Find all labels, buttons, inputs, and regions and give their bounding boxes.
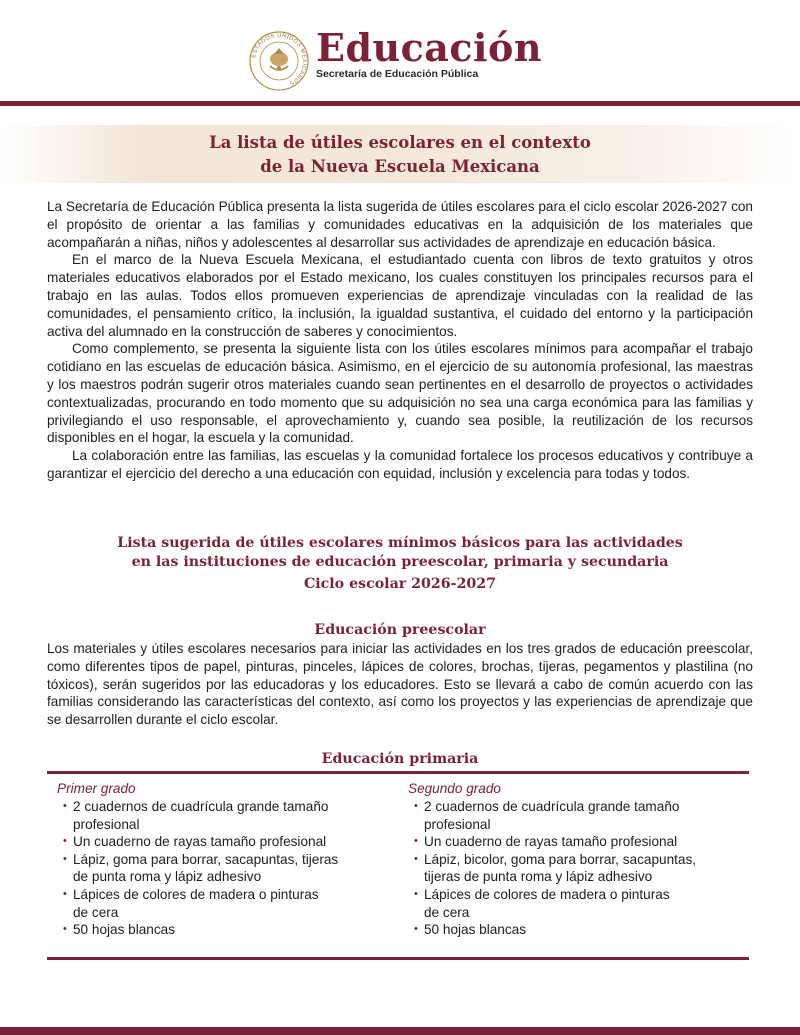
header-divider (0, 101, 800, 106)
list-item: • 50 hojas blancas (414, 922, 527, 938)
intro-paragraph: La Secretaría de Educación Pública presenta la lista sugerida de útiles escolares para el ciclo escolar 2026-2027 con el propósito de orientar a las familias y comunidades educativas en la adquisición de los materiales que acompañarán a niñas, niños y adolescentes al desarrollar sus actividades de aprendizaje en educación básica. (47, 199, 753, 250)
seal-ring-text: ESTADOS UNIDOS MEXICANOS (251, 32, 308, 87)
bullet-icon: • (414, 887, 418, 900)
list-item: • Lápices de colores de madera o pinturas de cera (63, 886, 319, 920)
mexican-coat-of-arms-seal-icon (248, 30, 310, 92)
bullet-icon: • (63, 800, 67, 812)
page-title-line-2: de la Nueva Escuela Mexicana (260, 157, 540, 176)
list-item: • Lápiz, goma para borrar, sacapuntas, tijeras de punta roma y lápiz adhesivo (63, 851, 339, 885)
bullet-icon: • (414, 835, 418, 848)
intro-paragraph: Como complemento, se presenta la siguiente lista con los útiles escolares mínimos para acompañar el trabajo cotidiano en las escuelas de educación básica. Asimismo, en el ejercicio de su autonomía profesional, las maestras y los maestros podrán sugerir otros materiales cuando sean pertinentes en el desarrollo de proyectos o actividades contextualizadas, procurando en todo momento que su adquisición no sea una carga económica para las familias y privilegiando el uso responsable, el aprovechamiento y, cuando sea posible, la reutilización de los recursos disponibles en el hogar, la escuela y la comunidad. (47, 341, 753, 446)
list-heading-line-1: Lista sugerida de útiles escolares mínimos básicos para las actividades (117, 535, 683, 551)
grade-title: Primer grado (57, 781, 136, 796)
bullet-icon: • (414, 800, 418, 812)
brand-subtitle: Secretaría de Educación Pública (316, 68, 479, 80)
bullet-icon: • (63, 852, 67, 865)
grade-column-second (398, 780, 728, 939)
list-heading-cycle: Ciclo escolar 2026-2027 (303, 576, 497, 592)
list-item: • Lápiz, bicolor, goma para borrar, sacapuntas, tijeras de punta roma y lápiz adhesivo (414, 851, 697, 885)
preescolar-paragraph: Los materiales y útiles escolares necesarios para iniciar las actividades en los tres grados de educación preescolar, como diferentes tipos de papel, pinturas, pinceles, lápices de colores, brochas, tijeras, pegamentos y plastilina (no tóxicos), serán sugeridos por las educadoras y los educadores. Esto se llevará a cabo de común acuerdo con las familias considerando las características del contexto, así como los proyectos y las experiencias de aprendizaje que se desarrollen durante el ciclo escolar. (47, 641, 753, 728)
list-item: • Un cuaderno de rayas tamaño profesional (414, 834, 678, 850)
bullet-icon: • (414, 852, 418, 865)
page-header (0, 0, 800, 100)
bullet-icon: • (414, 923, 418, 936)
primaria-top-rule (47, 771, 749, 774)
supply-list (47, 798, 377, 939)
intro-text (47, 198, 753, 483)
list-item: • 2 cuadernos de cuadrícula grande tamaño profesional (63, 799, 329, 832)
primaria-bottom-rule (47, 957, 749, 960)
list-item: • 50 hojas blancas (63, 922, 176, 938)
intro-paragraph: En el marco de la Nueva Escuela Mexicana, el estudiantado cuenta con libros de texto gratuitos y otros materiales educativos elaborados por el Estado mexicano, los cuales constituyen los principales recursos para el trabajo en las aulas. Todos ellos promueven experiencias de aprendizaje vinculadas con la realidad de las comunidades, el pensamiento crítico, la inclusión, la igualdad sustantiva, el cuidado del entorno y la participación activa del alumnado en la construcción de saberes y conocimientos. (47, 252, 753, 339)
preescolar-title: Educación preescolar (314, 622, 486, 638)
brand-block (316, 26, 542, 80)
preescolar-text (47, 640, 753, 729)
brand-name: Educación (316, 25, 542, 70)
title-band (0, 125, 800, 183)
list-item: • 2 cuadernos de cuadrícula grande tamaño profesional (414, 799, 680, 832)
bullet-icon: • (63, 835, 67, 848)
list-item: • Un cuaderno de rayas tamaño profesional (63, 834, 327, 850)
grade-title: Segundo grado (408, 781, 501, 796)
grade-column-first (47, 780, 377, 939)
bullet-icon: • (63, 887, 67, 900)
intro-paragraph: La colaboración entre las familias, las escuelas y la comunidad fortalece los procesos educativos y contribuye a garantizar el ejercicio del derecho a una educación con equidad, inclusión y excelencia para todas y todos. (47, 448, 753, 481)
page-title-line-1: La lista de útiles escolares en el contexto (209, 133, 591, 152)
list-item: • Lápices de colores de madera o pinturas de cera (414, 886, 670, 920)
bullet-icon: • (63, 923, 67, 936)
primaria-title: Educación primaria (321, 751, 479, 767)
supply-list (398, 798, 728, 939)
list-heading-line-2: en las instituciones de educación preescolar, primaria y secundaria (131, 554, 669, 570)
footer-band (0, 1027, 800, 1035)
